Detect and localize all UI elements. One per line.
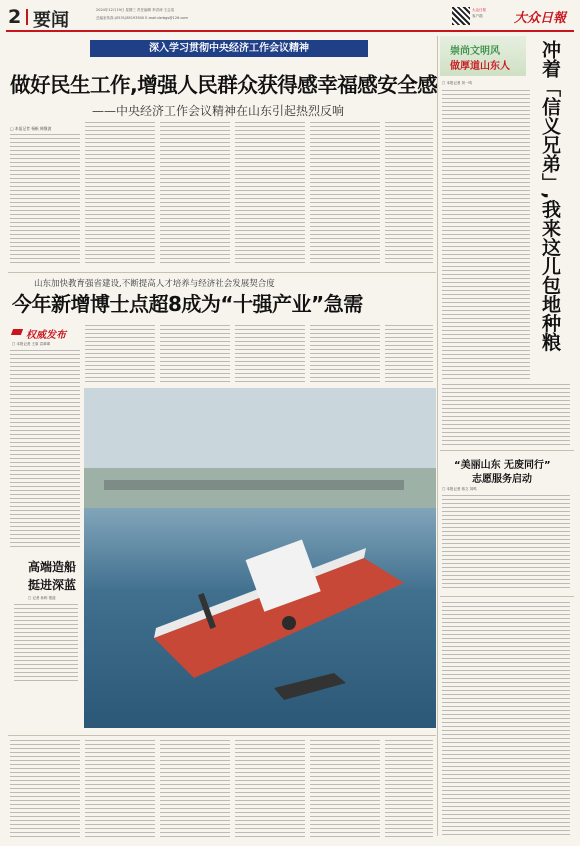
photo-caption-body [14,604,78,684]
bottom-article-col5 [310,740,380,838]
section-divider [8,272,436,273]
volunteer-body [442,495,570,590]
ad-line2: 做厚道山东人 [450,61,510,72]
bottom-article-col1 [10,740,80,838]
commentary-body-col2 [442,384,570,446]
section-title: 要闻 [33,10,69,31]
column-divider [437,36,438,836]
header-divider [26,9,28,25]
ship-illustration [84,388,436,728]
right-bottom-body [442,602,570,838]
photo-title-1: 高端造船 [28,560,77,574]
main-byline: □ 本报记者 杨帆 韩继波 [10,126,52,131]
photo-title-2: 挺进深蓝 [28,578,77,592]
photo-byline: □ 记者 孙栋 报道 [28,596,56,600]
bottom-article-col2 [85,740,155,838]
main-article-body-col2 [85,122,155,264]
bottom-article-col4 [235,740,305,838]
main-article-body-col3 [160,122,230,264]
commentary-byline: □ 本报记者 刘一鸣 [442,81,473,85]
tag-stripe-icon [11,329,23,335]
volunteer-title-1: “美丽山东 无废同行” [454,460,551,471]
right-divider [440,450,574,451]
newspaper-logo: 大众日報 [514,11,567,26]
main-article-body-col1 [10,134,80,264]
authority-tag-label: 权威发布 [26,330,66,341]
shipbuilding-photo [84,388,436,728]
main-article-body-col5 [310,122,380,264]
second-article-body-col6 [385,325,433,385]
page-header [6,4,574,32]
theme-banner [90,40,368,57]
app-tag: 大众日报 [472,8,486,12]
civility-ad [440,36,526,76]
main-article-body-col4 [235,122,305,264]
app-tag-sub: 客户端 [472,14,483,18]
second-article-body-col4 [235,325,305,385]
banner-text: 深入学习贯彻中央经济工作会议精神 [149,43,309,54]
page-number: 2 [8,6,22,28]
qr-code-icon [452,7,470,25]
second-article-body-col1 [10,350,80,550]
commentary-title: 冲着「信义兄弟」,我来这儿包地种粮 [539,40,561,352]
second-byline: □ 本报记者 王原 袁翠翠 [12,342,51,346]
photo-divider [8,735,436,736]
bottom-article-col3 [160,740,230,838]
main-article-body-col6 [385,122,433,264]
photo-caption-box [10,550,80,730]
meta-line: 2024年12月19日 星期三 责任编辑 李洪涛 王志浩 [96,8,175,12]
bottom-article-col6 [385,740,433,838]
second-kicker: 山东加快教育强省建设,不断提高人才培养与经济社会发展契合度 [34,279,275,289]
commentary-body-col1 [442,90,530,380]
main-subhead: ——中央经济工作会议精神在山东引起热烈反响 [92,104,345,118]
meta-contact: 总编室传真:(0531)85193500 E-mail:dzrbgs@126.com [96,16,188,20]
authority-tag [12,326,74,341]
main-headline: 做好民生工作,增强人民群众获得感幸福感安全感 [10,73,438,97]
volunteer-byline: □ 本报记者 蒋文 刘鸣 [442,487,477,491]
second-headline: 今年新增博士点超8成为“十强产业”急需 [12,292,363,316]
volunteer-title-2: 志愿服务启动 [472,474,532,485]
second-article-body-col5 [310,325,380,385]
right-divider-2 [440,596,574,597]
second-article-body-col2 [85,325,155,385]
ad-line1: 崇尚文明风 [450,46,500,57]
second-article-body-col3 [160,325,230,385]
